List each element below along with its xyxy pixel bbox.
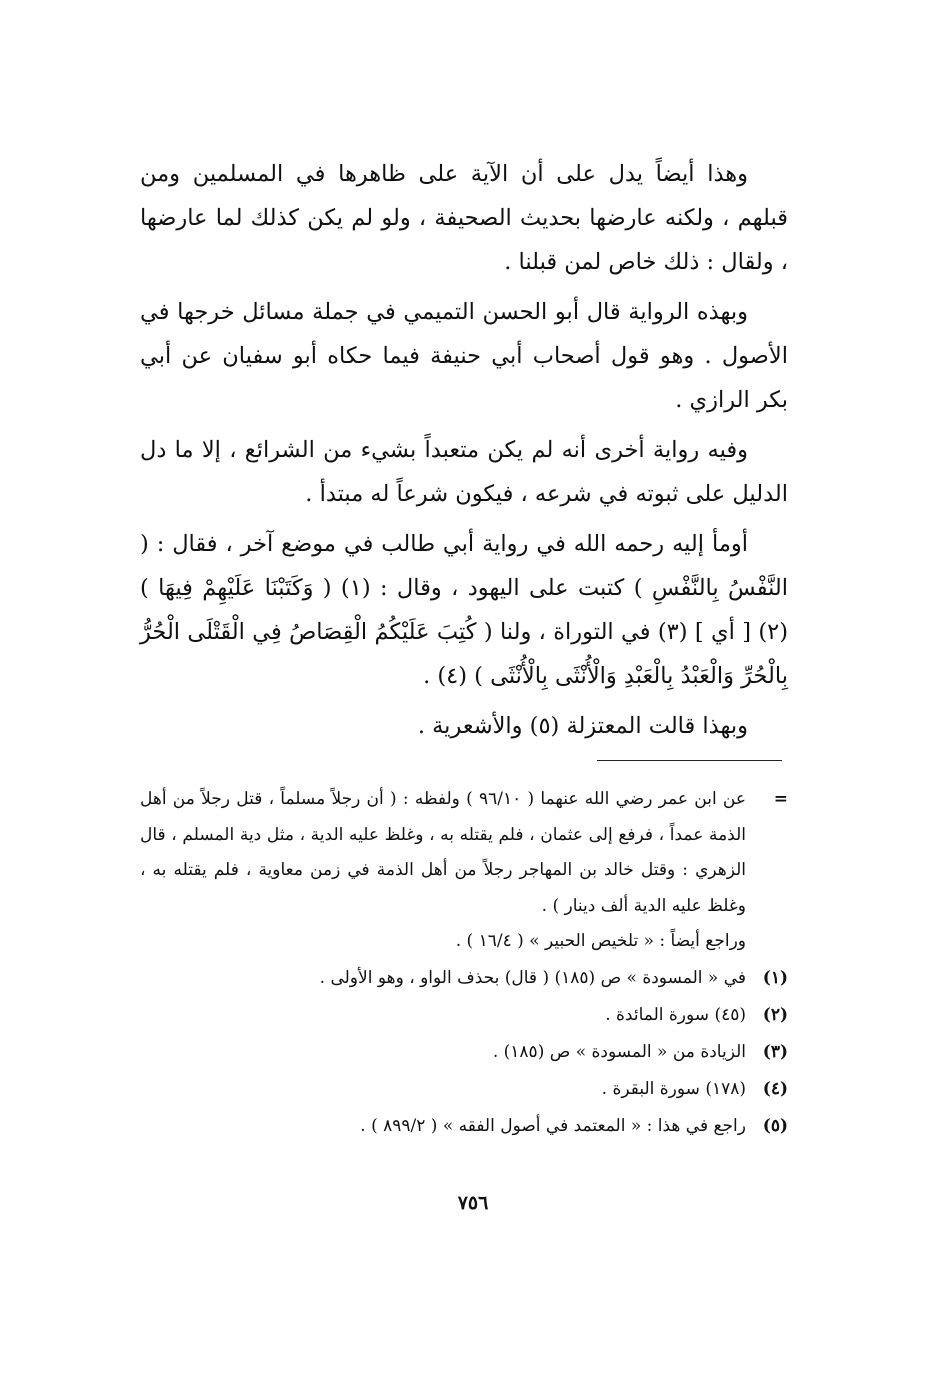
footnote-text: الزيادة من « المسودة » ص (١٨٥) . xyxy=(492,1041,746,1062)
footnote-text: (٤٥) سورة المائدة . xyxy=(605,1004,746,1025)
continuation-mark: = xyxy=(773,789,788,809)
footnote-number: (٥) xyxy=(762,1115,788,1136)
footnote-number: (٣) xyxy=(762,1041,788,1062)
footnote-4 xyxy=(140,1071,788,1108)
paragraph-3: وفيه رواية أخرى أنه لم يكن متعبداً بشيء من الشرائع ، إلا ما دل الدليل على ثبوته في شرعه ، فيكون شرعاً له مبتدأ . xyxy=(140,437,788,507)
footnote-continuation xyxy=(140,782,788,924)
page-number: ٧٥٦ xyxy=(457,1192,489,1214)
footnote-separator xyxy=(597,760,782,761)
footnote-number: (١) xyxy=(762,967,788,988)
paragraph-2: وبهذه الرواية قال أبو الحسن التميمي في جملة مسائل خرجها في الأصول . وهو قول أصحاب أبي حنيفة فيما حكاه أبو سفيان عن أبي بكر الرازي . xyxy=(140,299,788,413)
footnote-3 xyxy=(140,1034,788,1071)
footnote-number: (٢) xyxy=(762,1004,788,1025)
footnote-1 xyxy=(140,960,788,997)
footnote-number: (٤) xyxy=(762,1078,788,1099)
footnote-5 xyxy=(140,1108,788,1145)
paragraph-5: وبهذا قالت المعتزلة (٥) والأشعرية . xyxy=(417,713,748,739)
main-text xyxy=(140,152,788,748)
footnote-text: راجع في هذا : « المعتمد في أصول الفقه » ( ٨٩٩/٢ ) . xyxy=(360,1115,746,1136)
footnote-2 xyxy=(140,997,788,1034)
paragraph-1: وهذا أيضاً يدل على أن الآية على ظاهرها في المسلمين ومن قبلهم ، ولكنه عارضها بحديث الصحيفة ، ولو لم يكن كذلك لما عارضها ، ولقال : ذلك خاص لمن قبلنا . xyxy=(140,161,788,275)
footnote-continuation-extra: وراجع أيضاً : « تلخيص الحبير » ( ١٦/٤ ) . xyxy=(455,931,746,951)
continuation-text: عن ابن عمر رضي الله عنهما ( ٩٦/١٠ ) ولفظه : ( أن رجلاً مسلماً ، قتل رجلاً من أهل الذمة عمداً ، فرفع إلى عثمان ، فلم يقتله به ، وغلظ عليه الدية ، مثل دية المسلم ، قال الزهري : وقتل خالد بن المهاجر رجلاً من أهل الذمة في زمن معاوية ، فلم يقتله به ، وغلظ عليه الدية ألف دينار ) . xyxy=(140,789,746,916)
footnotes xyxy=(140,782,788,1145)
footnote-text: (١٧٨) سورة البقرة . xyxy=(601,1078,746,1099)
footnote-text: في « المسودة » ص (١٨٥) ( قال) بحذف الواو ، وهو الأولى . xyxy=(319,967,746,988)
paragraph-4: أومأ إليه رحمه الله في رواية أبي طالب في موضع آخر ، فقال : ( النَّفْسُ بِالنَّفْسِ ) كتبت على اليهود ، وقال : (١) ( وَكَتَبْنَا عَلَيْهِمْ فِيهَا ) (٢) [ أي ] (٣) في التوراة ، ولنا ( كُتِبَ عَلَيْكُمُ الْقِصَاصُ فِي الْقَتْلَى الْحُرُّ بِالْحُرِّ وَالْعَبْدُ بِالْعَبْدِ وَالْأُنْثَى بِالْأُنْثَى ) (٤) . xyxy=(140,531,788,689)
